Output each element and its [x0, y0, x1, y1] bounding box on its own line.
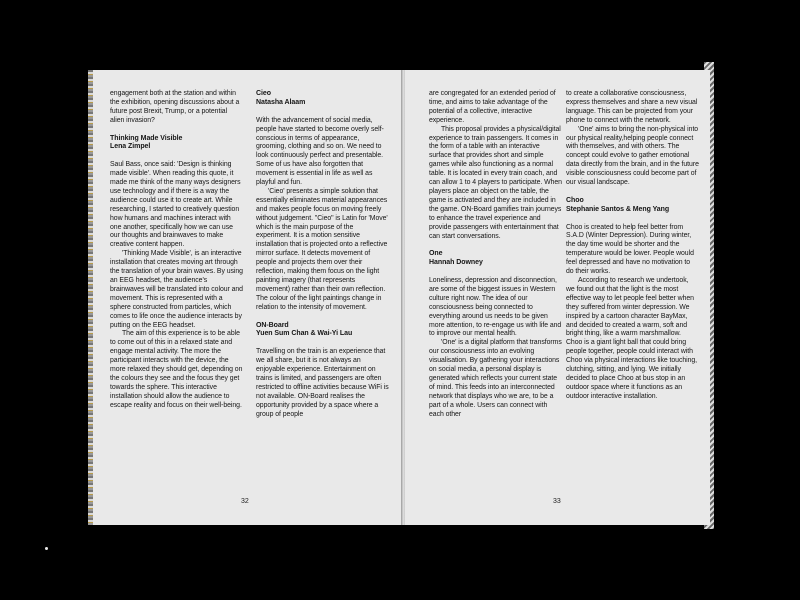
article-author-lena-zimpel: Lena Zimpel	[110, 143, 151, 151]
page-number-right: 33	[553, 498, 561, 505]
paragraph: Loneliness, depression and disconnection, are some of the biggest issues in Western culture right now. The idea of our consciousness being connected to everything around us needs to be given more attention, to re-engage us with life and to improve our mental health.	[429, 277, 562, 338]
left-page-column-2	[256, 90, 389, 419]
article-title-cieo: Cieo	[256, 90, 271, 97]
paragraph: Choo is created to help feel better from S.A.D (Winter Depression). During winter, the day time would be shorter and the temperature would be lower. People would feel depressed and have no motivation to do their works.	[566, 223, 694, 276]
background-speck	[45, 547, 48, 550]
article-title-one: One	[429, 250, 443, 258]
article-author-hannah-downey: Hannah Downey	[429, 259, 483, 267]
paragraph: 'One' aims to bring the non-physical into our physical reality,helping people connect with themselves, and with others. The concept could evolve to gather emotional data directly from the brain, and in the future visible consciousness could become part of our visual landscape.	[566, 125, 699, 187]
article-author-natasha-alaam: Natasha Alaam	[256, 98, 306, 106]
right-page-column-2	[566, 90, 699, 402]
paragraph: are congregated for an extended period of time, and aims to take advantage of the potential of a collective, interactive experience.	[429, 90, 556, 124]
article-title-on-board: ON-Board	[256, 321, 289, 329]
page-number-left: 32	[241, 498, 249, 505]
right-page-column-1	[429, 90, 562, 420]
left-page	[93, 70, 403, 525]
article-title-choo: Choo	[566, 196, 584, 204]
article-author-chan-lau: Yuen Sum Chan & Wai-Yi Lau	[256, 330, 353, 338]
paragraph: 'Thinking Made Visible', is an interactive installation that creates moving art through the translation of your brain waves. By using an EEG headset, the audience's brainwaves will be translated into colour and movement. This is represented with a sphere constructed from particles, which comes to life once the audience interacts by putting on the EEG headset.	[110, 250, 243, 329]
paragraph: to create a collaborative consciousness, express themselves and share a new visual language. This can be projected from your phone to connect with the network.	[566, 90, 698, 124]
paragraph: 'Cieo' presents a simple solution that essentially eliminates material appearances and makes people focus on moving freely without judgement. "Cieo" is Latin for 'Move' which is the main purpose of the experiment. It is a motion sensitive installation that is projected onto a reflective mirror surface. It detects movement of people and projects them over their reflection, making them focus on the light painting imagery (that represents movement) rather than their own reflection. The colour of the light paintings change in relation to the intensity of movement.	[256, 187, 388, 311]
paragraph: The aim of this experience is to be able to come out of this in a relaxed state and engage mental activity. The more the participant interacts with the device, the more relaxed they should get, depending on the colours they see and the focus they get towards the sphere. This interactive installation should allow the audience to escape reality and focus on their well-being.	[110, 330, 243, 409]
article-author-santos-yang: Stephanie Santos & Meng Yang	[566, 205, 670, 213]
paragraph: 'One' is a digital platform that transforms our consciousness into an evolving visualisation. By gathering your interactions on social media, a personal display is generated which reflects your current state of mind. This feeds into an interconnected network that displays who we are, to be a part of a whole. Users can connect with each other	[429, 339, 562, 418]
article-title-thinking-made-visible: Thinking Made Visible	[110, 134, 183, 142]
paragraph: Saul Bass, once said: 'Design is thinking made visible'. When reading this quote, it made me think of the many ways designers use technology and if there is a way the audience could use it to create art. While researching, I started to creatively question how humans and machines interact with one another, specifically how we can use our thoughts and brainwaves to make creative content happen.	[110, 161, 241, 249]
paragraph: According to research we undertook, we found out that the light is the most effective way to let people feel better when they suffered from winter depression. We inspired by a cartoon character BayMax, and decided to created a warm, soft and bright thing, like a warm marshmallow. Choo is a giant light ball that could bring people together, people could interact with Choo via physical interactions like touching, clutching, sitting, and lying. We initially decided to place Choo at bus stop in an outdoor space where it functions as an outdoor interactive installation.	[566, 277, 698, 400]
paragraph: Travelling on the train is an experience that we all share, but it is not always an enjoyable experience. Entertainment on trains is limited, and passengers are often restricted to offline activities because WiFi is not available. ON-Board realises the opportunity provided by a space where a group of people	[256, 348, 389, 418]
intro-paragraph: engagement both at the station and within the exhibition, opening discussions about a future post Brexit, Trump, or a potential alien invasion?	[110, 90, 240, 124]
paragraph: This proposal provides a physical/digital experience to train passengers. It comes in the form of a table with an interactive surface that provides short and simple games while also functioning as a normal table. It is located in every train coach, and can allow 1 to 4 players to participate. When players place an object on the table, the game is activated and they are included in the game. ON-Board gamifies train journeys to enhance the travel experience and provide passengers with entertainment that can start conversations.	[429, 125, 562, 240]
left-page-column-1	[110, 90, 243, 411]
right-page	[405, 70, 710, 525]
paragraph: With the advancement of social media, people have started to become overly self-conscious in terms of appearance, grooming, clothing and so on. We need to look continuously perfect and presentable. Some of us have also forgotten that movement is essential in life as well as playful and fun.	[256, 116, 384, 187]
